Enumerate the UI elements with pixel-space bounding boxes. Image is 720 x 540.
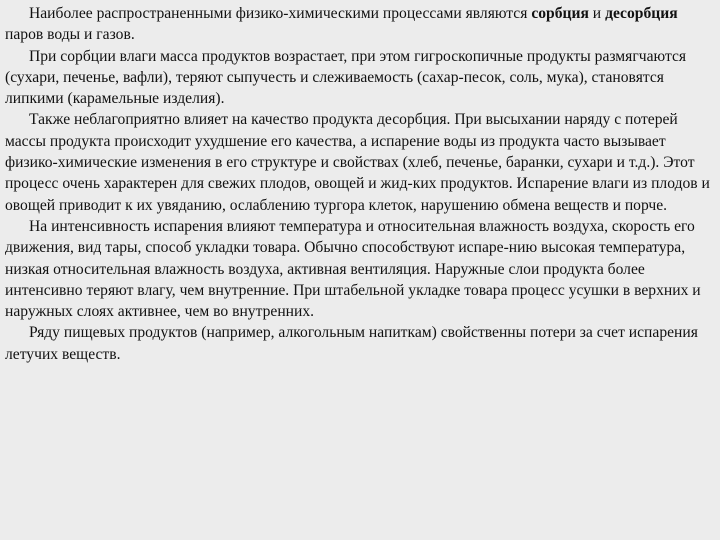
paragraph-sorption-intro (5, 3, 712, 46)
paragraph-evaporation-factors: На интенсивность испарения влияют температура и относительная влажность воздуха, скорость его движения, вид тары, способ укладки товара. Обычно способствуют испаре-нию высокая температура, низкая относительная влажность воздуха, активная вентиляция. Наружные слои продукта более интенсивно теряют влагу, чем внутренние. При штабельной укладке товара процесс усушки в верхних и наружных слоях активнее, чем во внутренних. (5, 217, 701, 321)
paragraph-volatile-losses: Ряду пищевых продуктов (например, алкогольным напиткам) свойственны потери за счет испарения летучих веществ. (5, 324, 698, 363)
paragraph-text: и (588, 5, 606, 22)
paragraph-sorption-effects: При сорбции влаги масса продуктов возрастает, при этом гигроскопичные продукты размягчаются (сухари, печенье, вафли), теряют сыпучесть и слеживаемость (сахар-песок, соль, мука), становятся липкими (карамельные изделия). (5, 47, 687, 108)
term-sorption: сорбция (531, 5, 589, 22)
paragraph-text: паров воды и газов. (5, 26, 135, 44)
paragraph-text: Наиболее распространенными физико-химическими процессами являются (29, 5, 532, 22)
term-desorption: десорбция (605, 5, 678, 22)
paragraph-desorption-effects: Также неблагоприятно влияет на качество продукта десорбция. При высыхании наряду с потерей массы продукта происходит ухудшение его качества, а испарение воды из продукта часто вызывает физико-химические изменения в его структуре и свойствах (хлеб, печенье, баранки, сухари и т.д.). Этот процесс очень характерен для свежих плодов, овощей и жид-ких продуктов. Испарение влаги из плодов и овощей приводит к их увяданию, ослаблению тургора клеток, нарушению обмена веществ и порче. (5, 111, 710, 214)
